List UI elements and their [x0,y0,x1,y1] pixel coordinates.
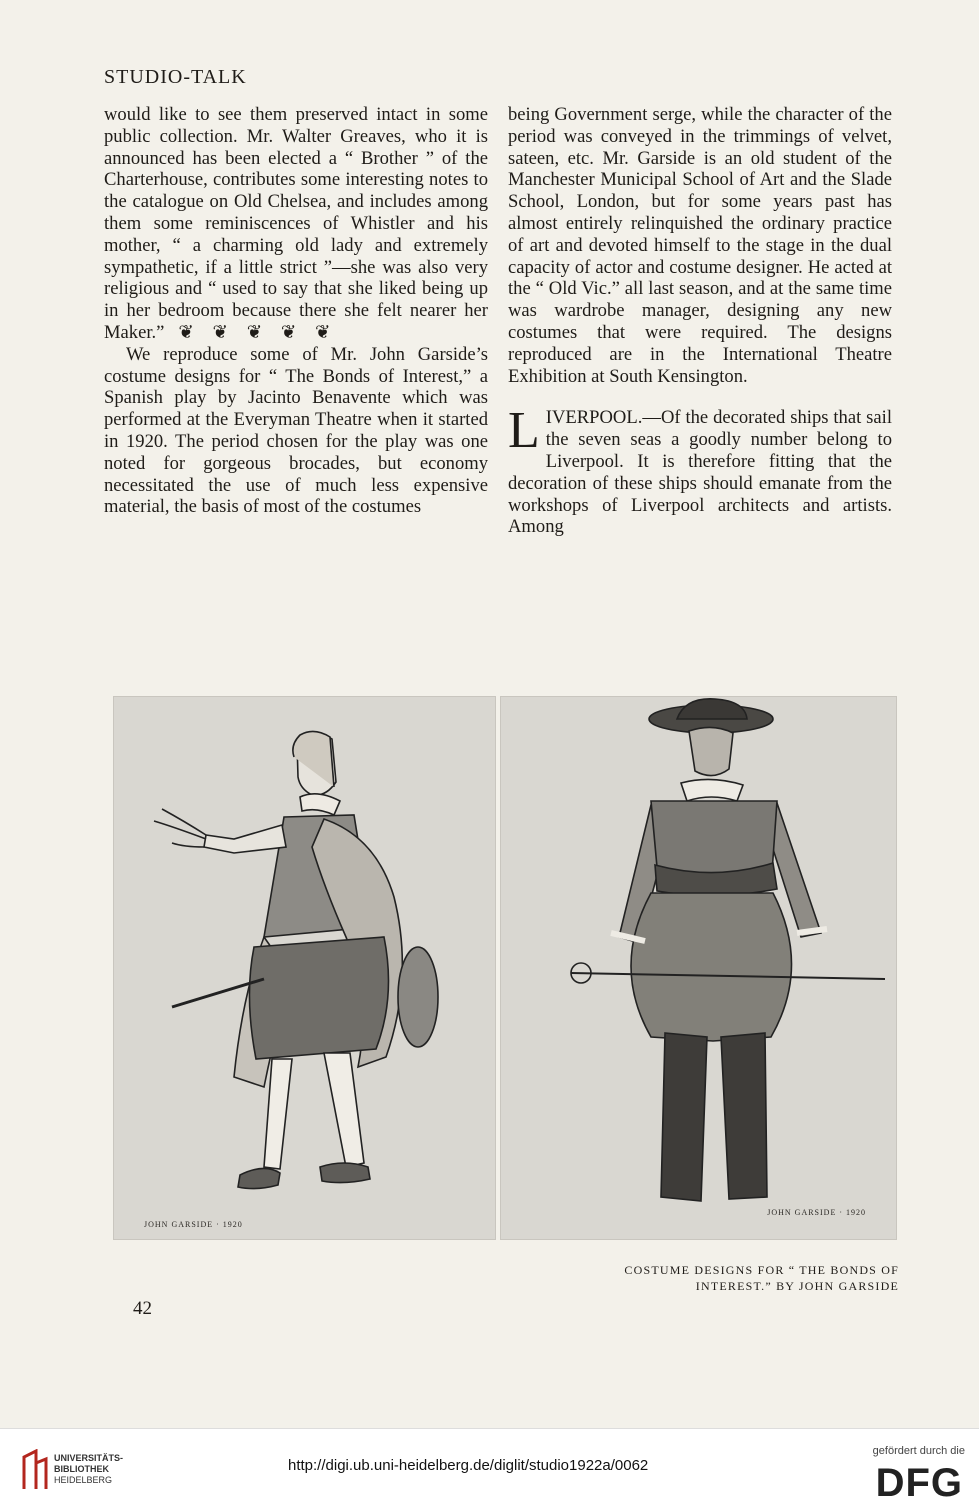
paragraph-gap [508,387,892,407]
drop-cap: L [508,402,540,460]
university-library-logo-icon [22,1449,48,1491]
artist-signature-left: JOHN GARSIDE · 1920 [144,1220,243,1229]
page-number: 42 [133,1298,152,1319]
funding-note: gefördert durch die [872,1445,965,1457]
left-text-column [104,104,488,518]
costume-illustration-left [113,696,496,1240]
digitization-footer [0,1428,979,1511]
right-paragraph-1: being Government serge, while the character of the period was conveyed in the trimmings of velvet, sateen, etc. Mr. Garside is an old student of the Manchester Municipal School of Art and the Slade School, London, but for some years past has almost entirely relinquished the ordinary practice of art and devoted himself to the stage in the dual capacity of actor and costume designer. He acted at the “ Old Vic.” all last season, and at the same time was wardrobe manager, designing any new costumes that were required. The designs reproduced are in the International Theatre Exhibition at South Kensington. [508,104,892,387]
illustration-caption: COSTUME DESIGNS FOR “ THE BONDS OF INTEREST.” BY JOHN GARSIDE [624,1263,899,1293]
library-line-3: HEIDELBERG [54,1475,113,1485]
ornament-row: ❦ ❦ ❦ ❦ ❦ [169,321,331,343]
right-text-column [508,104,892,538]
running-title: STUDIO-TALK [104,66,247,88]
right-paragraph-2 [508,402,892,538]
left-paragraph-2: We reproduce some of Mr. John Garside’s costume designs for “ The Bonds of Interest,” a Spanish play by Jacinto Benavente which was performed at the Everyman Theatre when it started in 1920. The period chosen for the play was one noted for gorgeous brocades, but economy necessitated the use of much less expensive material, the basis of most of the costumes [104,343,488,518]
university-library-name [54,1453,123,1486]
left-paragraph-1-text: would like to see them preserved intact in some public collection. Mr. Walter Greaves, who it is announced has been elected a “ Brother ” of the Charterhouse, contributes some interesting notes to the catalogue on Old Chelsea, and includes among them some reminiscences of Whistler and his mother, “ a charming old lady and extremely sympathetic, if a little strict ”—she was also very religious and “ used to say that she liked being up in her bedroom because there she felt nearer her Maker.” [104,104,488,343]
artist-signature-right: JOHN GARSIDE · 1920 [767,1208,866,1217]
young-man-figure-drawing [114,697,495,1239]
library-line-1: UNIVERSITÄTS- [54,1453,124,1463]
dfg-logo: DFG [875,1461,963,1505]
left-paragraph-1 [104,104,488,344]
right-paragraph-2-text: IVERPOOL.—Of the decorated ships that sail the seven seas a goodly number belong to Liverpool. It is therefore fitting that the decoration of these ships should emanate from the workshops of Liverpool architects and artists. Among [508,407,892,538]
costume-illustration-right [500,696,897,1240]
library-line-2: BIBLIOTHEK [54,1464,109,1474]
permalink-url[interactable]: http://digi.ub.uni-heidelberg.de/diglit/studio1922a/0062 [288,1457,649,1474]
cavalier-figure-drawing [501,697,896,1239]
